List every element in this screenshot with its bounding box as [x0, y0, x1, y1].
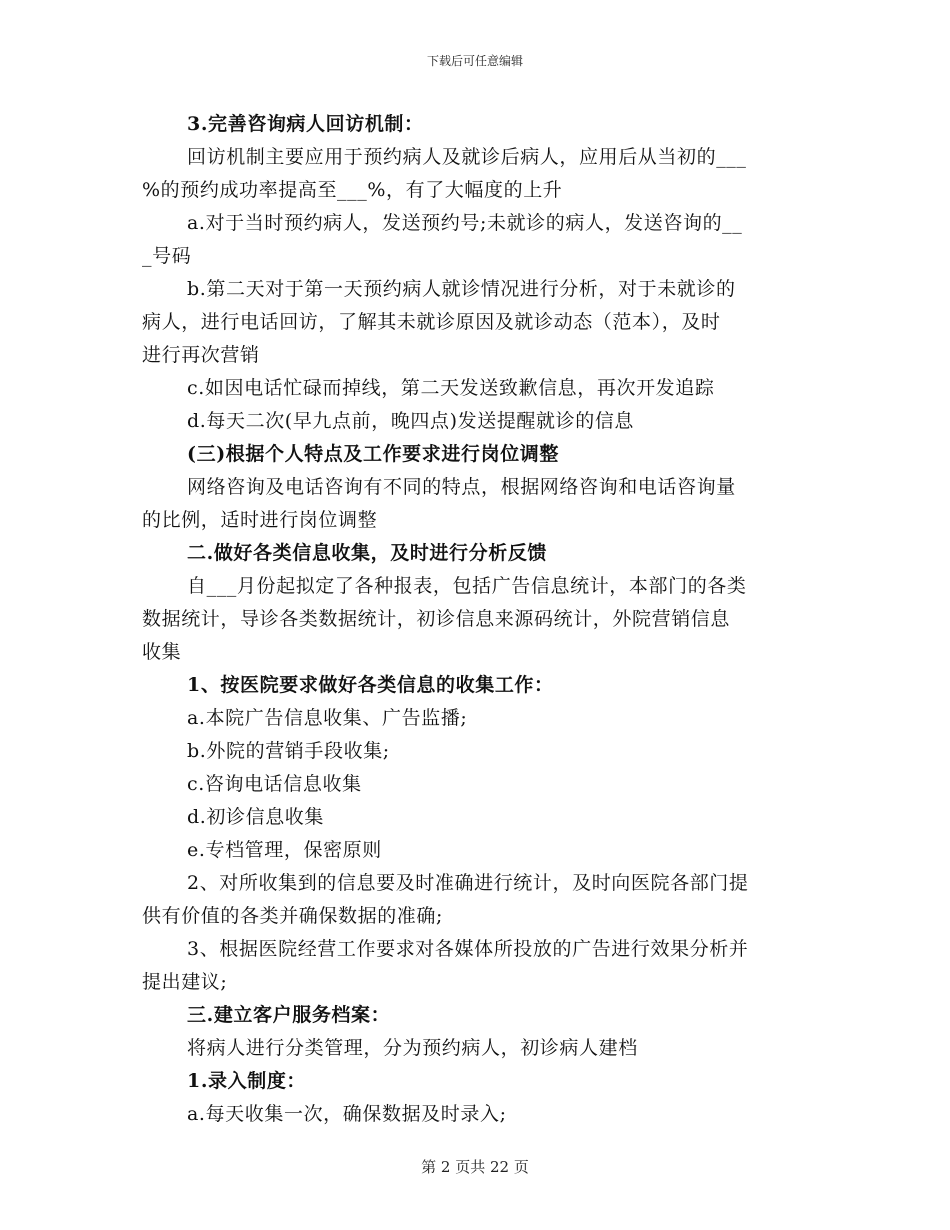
- text-line: 自___月份起拟定了各种报表，包括广告信息统计，本部门的各类: [187, 575, 747, 597]
- text-line: 进行再次营销: [142, 344, 260, 366]
- section-heading: (三)根据个人特点及工作要求进行岗位调整: [187, 443, 559, 465]
- page-footer: 第 2 页共 22 页: [421, 1158, 529, 1176]
- text-line: 网络咨询及电话咨询有不同的特点，根据网络咨询和电话咨询量: [187, 476, 736, 498]
- text-line: 数据统计，导诊各类数据统计，初诊信息来源码统计，外院营销信息: [142, 608, 731, 630]
- section-heading: 3.完善咨询病人回访机制：: [187, 113, 424, 135]
- page-header: 下载后可任意编辑: [426, 54, 523, 68]
- text-line: 回访机制主要应用于预约病人及就诊后病人，应用后从当初的___: [187, 146, 747, 168]
- text-line: 供有价值的各类并确保数据的准确;: [142, 905, 444, 927]
- text-line: 病人，进行电话回访，了解其未就诊原因及就诊动态（范本），及时: [142, 311, 721, 333]
- text-line: b.外院的营销手段收集;: [187, 740, 390, 762]
- text-line: c.如因电话忙碌而掉线，第二天发送致歉信息，再次开发追踪: [187, 377, 715, 399]
- text-line: c.咨询电话信息收集: [187, 773, 362, 795]
- text-line: 3、根据医院经营工作要求对各媒体所投放的广告进行效果分析并: [187, 938, 749, 960]
- section-heading: 1、按医院要求做好各类信息的收集工作：: [187, 674, 554, 696]
- text-line: e.专档管理，保密原则: [187, 839, 382, 861]
- text-line: a.本院广告信息收集、广告监播;: [187, 707, 468, 729]
- section-heading: 二.做好各类信息收集，及时进行分析反馈: [187, 542, 548, 564]
- text-line: a.每天收集一次，确保数据及时录入;: [187, 1103, 507, 1125]
- text-line: a.对于当时预约病人，发送预约号;未就诊的病人，发送咨询的__: [187, 212, 743, 234]
- text-line: 的比例，适时进行岗位调整: [142, 509, 378, 531]
- text-line: _号码: [142, 245, 192, 267]
- text-line: 收集: [142, 641, 182, 663]
- text-line: 将病人进行分类管理，分为预约病人，初诊病人建档: [187, 1037, 638, 1059]
- document-body: [142, 108, 810, 1131]
- text-line: d.初诊信息收集: [187, 806, 325, 828]
- section-heading: 1.录入制度：: [187, 1070, 307, 1092]
- text-line: d.每天二次(早九点前，晚四点)发送提醒就诊的信息: [187, 410, 635, 432]
- section-heading: 三.建立客户服务档案：: [187, 1004, 391, 1026]
- text-line: b.第二天对于第一天预约病人就诊情况进行分析，对于未就诊的: [187, 278, 736, 300]
- text-line: %的预约成功率提高至___%，有了大幅度的上升: [142, 179, 563, 201]
- text-line: 2、对所收集到的信息要及时准确进行统计，及时向医院各部门提: [187, 872, 749, 894]
- text-line: 提出建议;: [142, 971, 228, 993]
